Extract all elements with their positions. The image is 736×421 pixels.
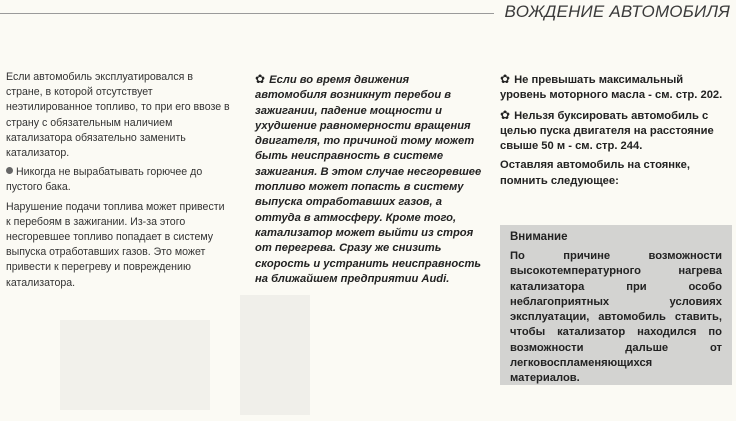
towing-note: ✿ Нельзя буксировать автомобиль с целью пуска двигателя на расстояние свыше 50 м - см. стр. 244. [500, 107, 714, 153]
warning-box [500, 225, 732, 385]
warning-text: По причине возможности высокотемпературного нагрева катализатора при особо неблагоприятных условиях эксплуатации, автомобиль ставить, чтобы катализатор находился по возможности дальше от легковоспламеняющихся материалов. [510, 250, 722, 385]
section-title: ВОЖДЕНИЕ АВТОМОБИЛЯ [504, 2, 730, 21]
flower-icon: ✿ [500, 107, 511, 122]
bleed-through [240, 295, 310, 415]
parking-intro: Оставляя автомобиль на стоянке, помнить следующее: [500, 159, 690, 187]
oil-level-note: ✿ Не превышать максимальный уровень моторного масла - см. стр. 202. [500, 72, 723, 102]
bullet-icon [6, 167, 13, 174]
header-rule [0, 13, 494, 14]
bleed-through [60, 320, 210, 410]
fuel-supply-paragraph: Нарушение подачи топлива может привести к перебоям в зажигании. Из-за этого несгоревшее топливо попадает в систему выпуска отработавших газов. Это может привести к перегреву и повреждению катализатора. [6, 200, 225, 289]
catalyst-paragraph: Если автомобиль эксплуатировался в стране, в которой отсутствует неэтилированное топливо, то при его ввозе в страну с обязательным наличием катализатора обязательно заменить катализатор. [6, 71, 230, 160]
ignition-note: ✿ Если во время движения автомобиля возникнут перебои в зажигании, падение мощности и ухудшение равномерности вращения двигателя, то причиной тому может быть неисправность в системе зажигания. В этом случае несгоревшее топливо может попасть в систему выпуска отработавших газов, а оттуда в атмосферу. Кроме того, катализатор может выйти из строя от перегрева. Сразу же снизить скорость и устранить неисправность на ближайшем предприятии Audi. [255, 72, 482, 285]
column-right [500, 72, 732, 193]
warning-title: Внимание [510, 231, 568, 243]
column-left [6, 70, 232, 295]
flower-icon: ✿ [500, 72, 511, 86]
column-middle [255, 72, 483, 287]
flower-icon: ✿ [255, 72, 266, 86]
fuel-bullet: Никогда не вырабатывать горючее до пустого бака. [6, 166, 203, 194]
